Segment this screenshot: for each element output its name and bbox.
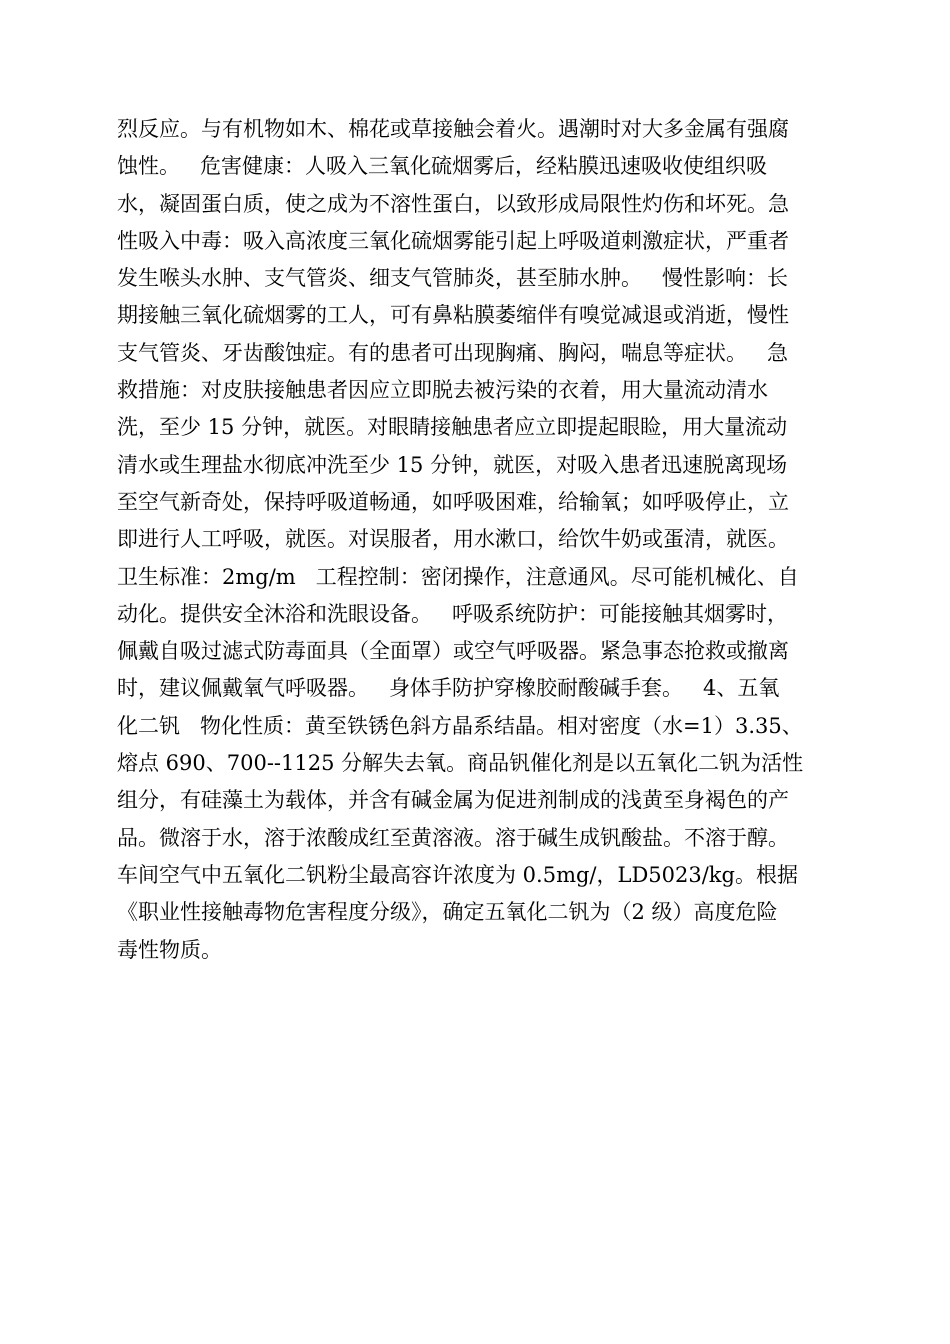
text-line: 时，建议佩戴氧气呼吸器。 身体手防护穿橡胶耐酸碱手套。 4、五氧 — [117, 676, 780, 701]
text-line: 动化。提供安全沐浴和洗眼设备。 呼吸系统防护：可能接触其烟雾时， — [117, 601, 789, 626]
text-line: 即进行人工呼吸，就医。对误服者，用水漱口，给饮牛奶或蛋清，就医。 — [117, 527, 789, 552]
text-line: 化二钒 物化性质：黄至铁锈色斜方晶系结晶。相对密度（水=1）3.35、 — [117, 713, 803, 738]
text-line: 车间空气中五氧化二钒粉尘最高容许浓度为 0.5mg/，LD5023/kg。根据 — [117, 862, 798, 887]
text-line: 支气管炎、牙齿酸蚀症。有的患者可出现胸痛、胸闷，喘息等症状。 急 — [117, 340, 789, 365]
text-line: 蚀性。 危害健康：人吸入三氧化硫烟雾后，经粘膜迅速吸收使组织吸 — [117, 154, 768, 179]
text-line: 卫生标准：2mg/m 工程控制：密闭操作，注意通风。尽可能机械化、自 — [117, 564, 799, 589]
text-line: 水，凝固蛋白质，使之成为不溶性蛋白，以致形成局限性灼伤和坏死。急 — [117, 191, 789, 216]
text-line: 品。微溶于水，溶于浓酸成红至黄溶液。溶于碱生成钒酸盐。不溶于醇。 — [117, 825, 789, 850]
text-line: 发生喉头水肿、支气管炎、细支气管肺炎，甚至肺水肿。 慢性影响：长 — [117, 266, 789, 291]
text-line: 佩戴自吸过滤式防毒面具（全面罩）或空气呼吸器。紧急事态抢救或撤离 — [117, 639, 789, 664]
text-line: 至空气新奇处，保持呼吸道畅通，如呼吸困难，给输氧；如呼吸停止，立 — [117, 489, 789, 514]
body-text — [117, 111, 837, 969]
text-line: 洗，至少 15 分钟，就医。对眼睛接触患者应立即提起眼睑，用大量流动 — [117, 415, 788, 440]
text-line: 烈反应。与有机物如木、棉花或草接触会着火。遇潮时对大多金属有强腐 — [117, 117, 789, 141]
text-line: 熔点 690、700--1125 分解失去氧。商品钒催化剂是以五氧化二钒为活性 — [117, 751, 804, 776]
text-line: 清水或生理盐水彻底冲洗至少 15 分钟，就医，对吸入患者迅速脱离现场 — [117, 452, 788, 477]
text-line: 毒性物质。 — [117, 937, 222, 962]
text-line: 救措施：对皮肤接触患者因应立即脱去被污染的衣着，用大量流动清水 — [117, 378, 768, 403]
text-line: 期接触三氧化硫烟雾的工人，可有鼻粘膜萎缩伴有嗅觉减退或消逝，慢性 — [117, 303, 789, 328]
text-line: 性吸入中毒：吸入高浓度三氧化硫烟雾能引起上呼吸道刺激症状，严重者 — [117, 228, 789, 253]
text-line: 《职业性接触毒物危害程度分级》，确定五氧化二钒为（2 级）高度危险 — [117, 900, 778, 925]
text-line: 组分，有硅藻土为载体，并含有碱金属为促进剂制成的浅黄至身褐色的产 — [117, 788, 789, 813]
